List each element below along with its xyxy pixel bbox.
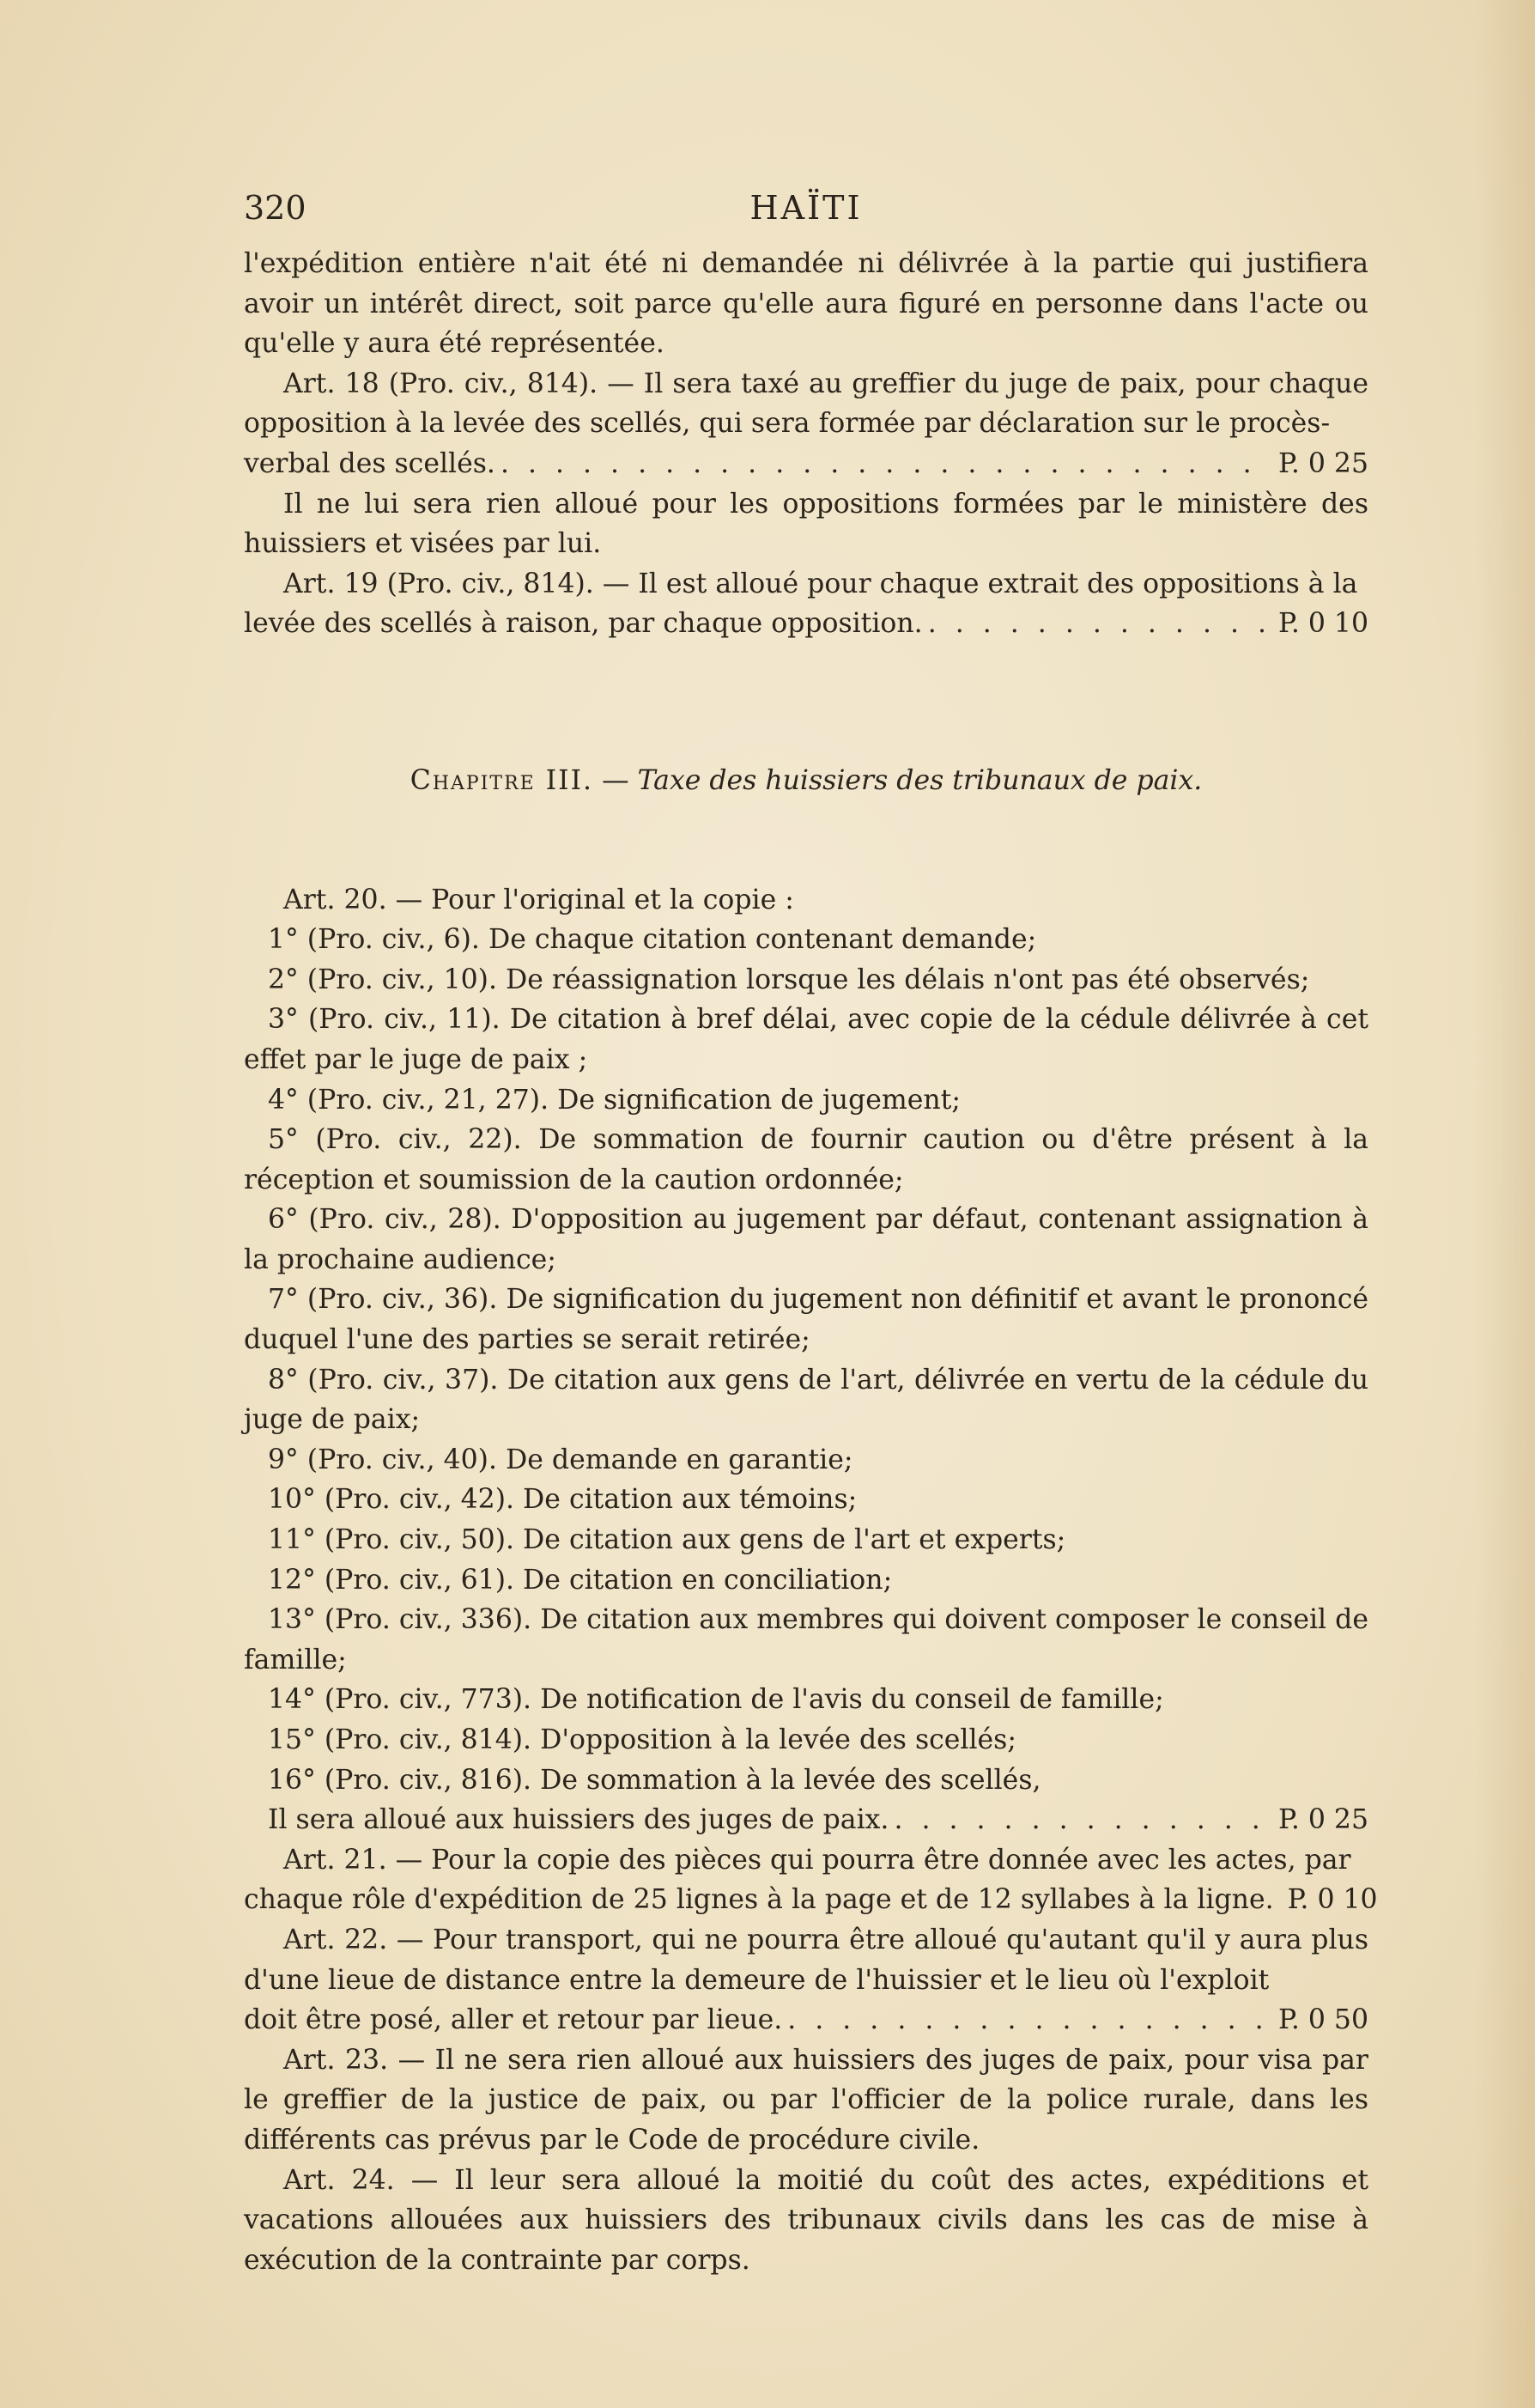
dot-leader — [495, 444, 1270, 484]
paragraph: 16° (Pro. civ., 816). De sommation à la levée des scellés, — [268, 1764, 1041, 1796]
page-number: 320 — [244, 189, 306, 227]
running-title: HAÏTI — [749, 189, 863, 227]
fee-line-text: Il sera alloué aux huissiers des juges de paix. — [268, 1804, 889, 1836]
paragraph: 2° (Pro. civ., 10). De réassignation lorsque les délais n'ont pas été observés; — [268, 964, 1310, 995]
fee-line-text: doit être posé, aller et retour par lieue. — [244, 2004, 783, 2036]
fee-line — [244, 2000, 1368, 2040]
paragraph: 9° (Pro. civ., 40). De demande en garantie; — [268, 1444, 853, 1475]
page-edge-shadow — [1475, 0, 1535, 2408]
fee-paragraph — [244, 364, 1368, 484]
fee-paragraph — [244, 1800, 1368, 1840]
paragraph: Il ne lui sera rien alloué pour les oppositions formées par le ministère des huissiers et visées par lui. — [244, 488, 1368, 560]
fee-paragraph-body: Art. 22. — Pour transport, qui ne pourra être alloué qu'autant qu'il y aura plus d'une lieue de distance entre la demeure de l'huissier et le lieu où l'exploit — [244, 1924, 1368, 1996]
paragraph: 15° (Pro. civ., 814). D'opposition à la levée des scellés; — [268, 1724, 1016, 1755]
fee-line — [244, 1880, 1378, 1920]
fee-amount: P. 0 25 — [1278, 447, 1368, 479]
fee-line-text: chaque rôle d'expédition de 25 lignes à la page et de 12 syllabes à la ligne. — [244, 1884, 1274, 1916]
dot-leader — [782, 2000, 1270, 2040]
paragraph: Art. 20. — Pour l'original et la copie : — [283, 884, 794, 915]
fee-paragraph — [244, 564, 1368, 644]
chapter-label: Chapitre III. — [410, 764, 594, 796]
dot-leader — [923, 604, 1270, 644]
paragraph: 14° (Pro. civ., 773). De notification de l'avis du conseil de famille; — [268, 1684, 1164, 1716]
fee-line — [244, 1800, 1368, 1840]
fee-amount: P. 0 50 — [1278, 2004, 1368, 2036]
body-text — [244, 244, 1378, 2280]
paragraph: 1° (Pro. civ., 6). De chaque citation contenant demande; — [268, 924, 1037, 956]
chapter-title: Taxe des huissiers des tribunaux de paix. — [637, 764, 1203, 796]
fee-line — [244, 604, 1368, 644]
chapter-dash: — — [593, 764, 638, 796]
section-greffier-fees — [244, 244, 1368, 644]
section-huissier-fees — [244, 880, 1378, 2281]
paragraph: 13° (Pro. civ., 336). De citation aux membres qui doivent composer le conseil de famille; — [244, 1604, 1368, 1675]
paragraph: l'expédition entière n'ait été ni demandée ni délivrée à la partie qui justifiera avoir un intérêt direct, soit parce qu'elle aura figuré en personne dans l'acte ou qu'elle y aura été représentée. — [244, 248, 1368, 360]
paragraph: 3° (Pro. civ., 11). De citation à bref délai, avec copie de la cédule délivrée à cet effet par le juge de paix ; — [244, 1004, 1368, 1075]
paragraph: 5° (Pro. civ., 22). De sommation de fournir caution ou d'être présent à la réception et soumission de la caution ordonnée; — [244, 1124, 1368, 1195]
dot-leader — [889, 1800, 1270, 1840]
fee-line — [244, 444, 1368, 484]
paragraph: 4° (Pro. civ., 21, 27). De signification de jugement; — [268, 1084, 961, 1116]
chapter-heading — [244, 761, 1368, 801]
fee-line-text: levée des scellés à raison, par chaque opposition. — [244, 608, 923, 640]
paragraph: 12° (Pro. civ., 61). De citation en conciliation; — [268, 1564, 893, 1596]
fee-line-text: verbal des scellés. — [244, 447, 495, 479]
paragraph: 11° (Pro. civ., 50). De citation aux gens de l'art et experts; — [268, 1524, 1066, 1556]
paragraph: Art. 23. — Il ne sera rien alloué aux huissiers des juges de paix, pour visa par le greffier de la justice de paix, ou par l'officier de la police rurale, dans les différents cas prévus par le Code de procédure civile. — [244, 2044, 1368, 2156]
fee-paragraph — [244, 1920, 1368, 2040]
paragraph: 8° (Pro. civ., 37). De citation aux gens de l'art, délivrée en vertu de la cédule du juge de paix; — [244, 1364, 1368, 1436]
fee-amount: P. 0 25 — [1278, 1804, 1368, 1836]
page-header — [244, 189, 1368, 232]
fee-paragraph-body: Art. 18 (Pro. civ., 814). — Il sera taxé au greffier du juge de paix, pour chaque opposition à la levée des scellés, qui sera formée par déclaration sur le procès- — [244, 368, 1368, 440]
fee-paragraph-body: Art. 21. — Pour la copie des pièces qui pourra être donnée avec les actes, par — [283, 1844, 1351, 1876]
paragraph: 6° (Pro. civ., 28). D'opposition au jugement par défaut, contenant assignation à la prochaine audience; — [244, 1204, 1368, 1275]
paragraph: Art. 24. — Il leur sera alloué la moitié du coût des actes, expéditions et vacations allouées aux huissiers des tribunaux civils dans les cas de mise à exécution de la contrainte par corps. — [244, 2164, 1368, 2276]
fee-amount: P. 0 10 — [1278, 608, 1368, 640]
paragraph: 10° (Pro. civ., 42). De citation aux témoins; — [268, 1484, 858, 1516]
fee-paragraph-body: Art. 19 (Pro. civ., 814). — Il est alloué pour chaque extrait des oppositions à la — [283, 568, 1358, 599]
fee-paragraph — [244, 1840, 1378, 1920]
fee-amount: P. 0 10 — [1287, 1884, 1378, 1916]
paragraph: 7° (Pro. civ., 36). De signification du jugement non définitif et avant le prononcé duquel l'une des parties se serait retirée; — [244, 1284, 1368, 1356]
